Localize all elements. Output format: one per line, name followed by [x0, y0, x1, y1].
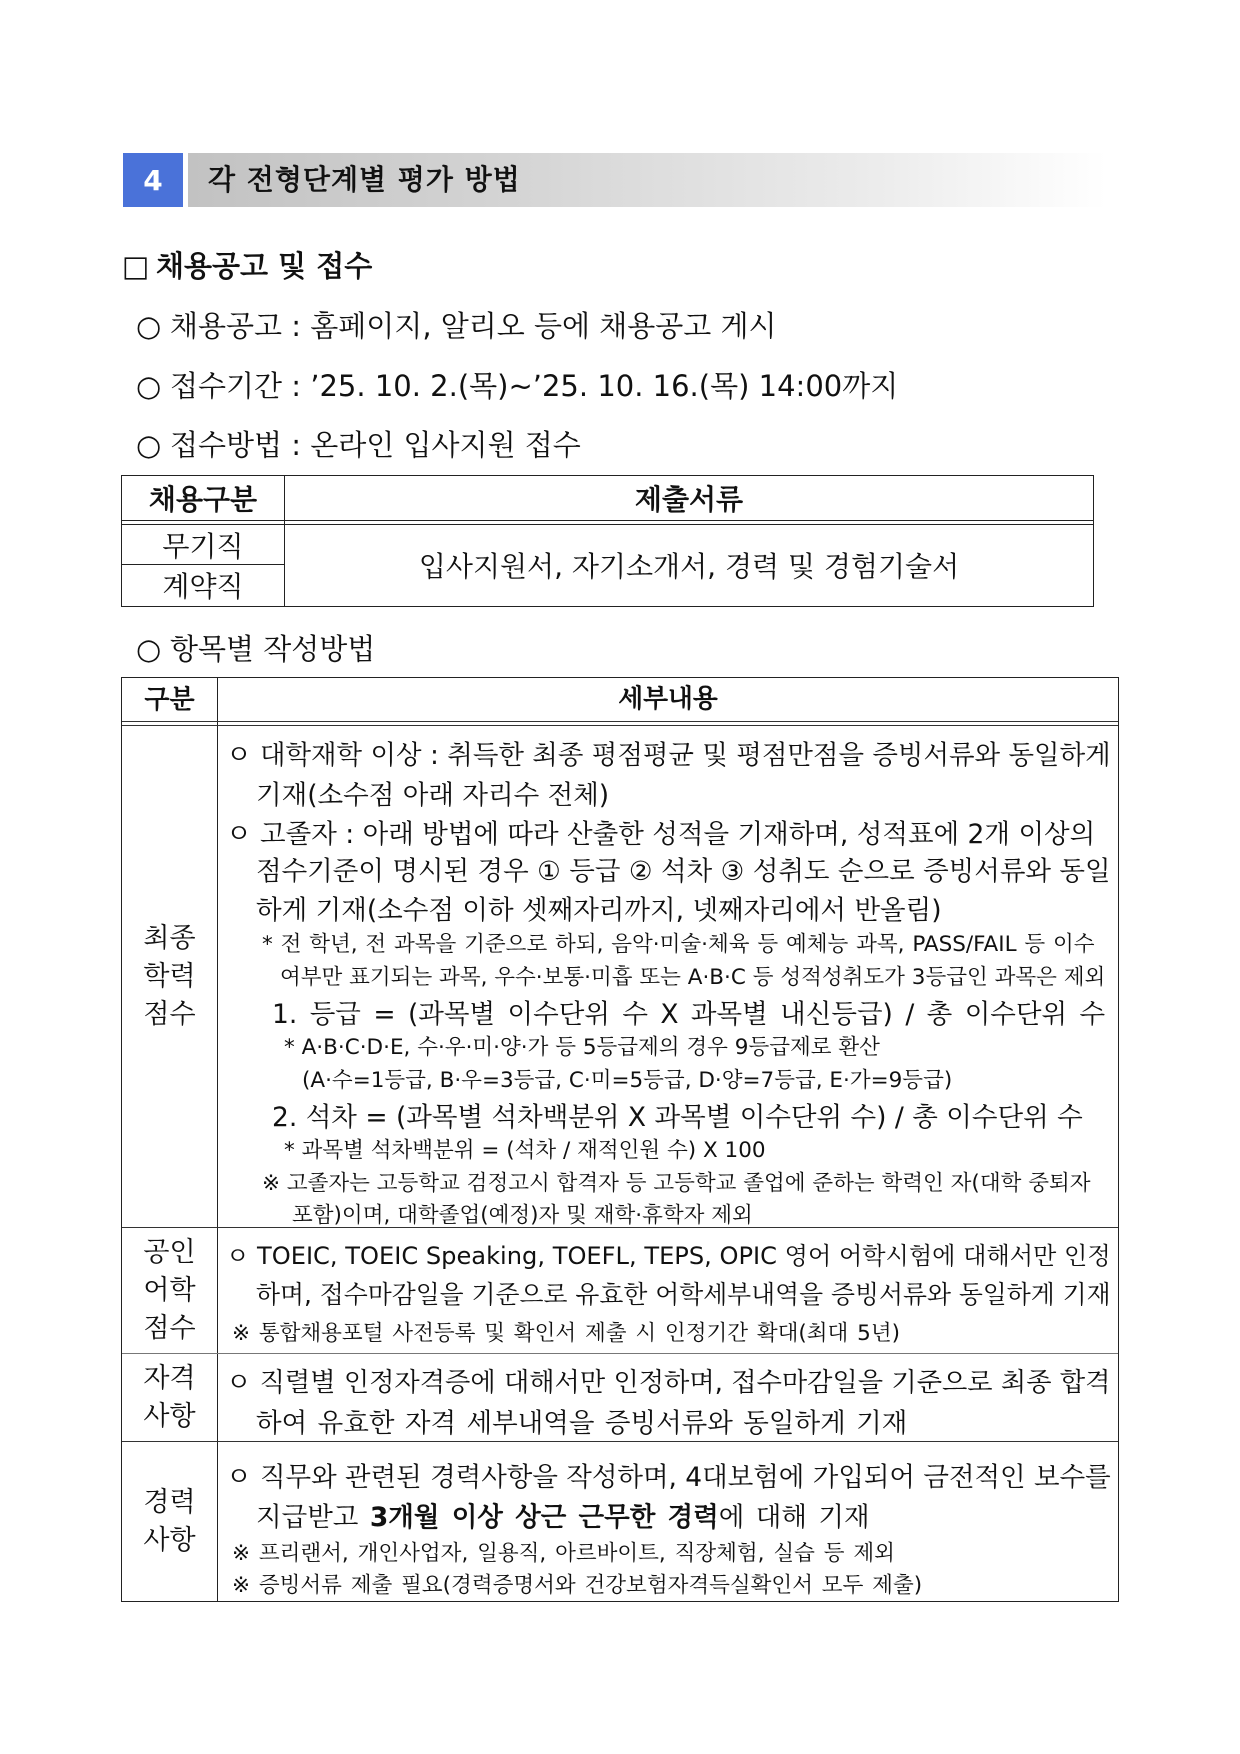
circle-bullet-icon: ○	[136, 369, 162, 403]
detail-note: ※ 고졸자는 고등학교 검정고시 합격자 등 고등학교 졸업에 준하는 학력인 자(대학 중퇴자	[262, 1171, 1091, 1196]
category-line: 최종	[143, 923, 196, 954]
category-line: 사항	[143, 1525, 196, 1556]
detail-line: 하게 기재(소수점 이하 셋째자리까지, 넷째자리에서 반올림)	[256, 895, 942, 926]
bullet-text: 항목별 작성방법	[170, 632, 376, 666]
detail-note: * 과목별 석차백분위 = (석차 / 재적인원 수) X 100	[284, 1138, 766, 1163]
category-line: 자격	[143, 1363, 196, 1394]
hiring-type-permanent: 무기직	[162, 529, 244, 563]
detail-line: 점수기준이 명시된 경우 ① 등급 ② 석차 ③ 성취도 순으로 증빙서류와 동일	[256, 856, 1111, 887]
required-documents: 입사지원서, 자기소개서, 경력 및 경험기술서	[418, 550, 960, 583]
detail-note: ※ 프리랜서, 개인사업자, 일용직, 아르바이트, 직장체험, 실습 등 제외	[232, 1541, 895, 1566]
bullet-text: 접수방법 : 온라인 입사지원 접수	[170, 428, 581, 462]
checkbox-square-icon: □	[122, 249, 150, 283]
detail-note: * A·B·C·D·E, 수·우·미·양·가 등 5등급제의 경우 9등급제로 환산	[284, 1035, 880, 1060]
detail-line: 하며, 접수마감일을 기준으로 유효한 어학세부내역을 증빙서류와 동일하게 기재	[256, 1280, 1111, 1309]
subsection-title: 채용공고 및 접수	[156, 249, 373, 283]
category-line: 사항	[143, 1401, 196, 1432]
detail-line: ㅇ TOEIC, TOEIC Speaking, TOEFL, TEPS, OPIC 영어 어학시험에 대해서만 인정	[226, 1242, 1111, 1270]
category-line: 경력	[143, 1487, 196, 1518]
detail-line: ㅇ 직렬별 인정자격증에 대해서만 인정하며, 접수마감일을 기준으로 최종 합격	[226, 1368, 1111, 1398]
section-title: 각 전형단계별 평가 방법	[208, 163, 521, 196]
bullet-text: 접수기간 : ’25. 10. 2.(목)~’25. 10. 16.(목) 14:00까지	[170, 369, 899, 403]
bullet-item	[136, 304, 777, 345]
circle-bullet-icon: ○	[136, 428, 162, 462]
category-line: 학력	[143, 961, 196, 992]
category-line: 공인	[143, 1237, 196, 1268]
formula-grade: 1. 등급 = (과목별 이수단위 수 X 과목별 내신등급) / 총 이수단위 수	[272, 999, 1106, 1030]
detail-note: 여부만 표기되는 과목, 우수·보통·미흡 또는 A·B·C 등 성적성취도가 3등급인 과목은 제외	[280, 965, 1106, 990]
category-language-score	[122, 1229, 217, 1353]
detail-line: 하여 유효한 자격 세부내역을 증빙서류와 동일하게 기재	[256, 1408, 908, 1439]
category-final-education	[122, 727, 217, 1227]
header-documents: 제출서류	[634, 483, 744, 516]
writing-method-table	[121, 677, 1119, 1602]
documents-table	[121, 475, 1094, 607]
circle-bullet-icon: ○	[136, 309, 162, 343]
category-qualification	[122, 1355, 217, 1441]
header-category: 구분	[144, 684, 195, 715]
hiring-type-contract: 계약직	[162, 570, 244, 603]
detail-line: ㅇ 고졸자 : 아래 방법에 따라 산출한 성적을 기재하며, 성적표에 2개 이상의	[226, 819, 1096, 850]
detail-note: ※ 증빙서류 제출 필요(경력증명서와 건강보험자격득실확인서 모두 제출)	[232, 1573, 923, 1598]
text-segment: 에 대해 기재	[718, 1502, 870, 1533]
bullet-item	[136, 423, 581, 464]
bullet-item	[136, 364, 898, 405]
subsection-heading	[122, 244, 372, 285]
header-hiring-type: 채용구분	[148, 483, 258, 516]
detail-note: 포함)이며, 대학졸업(예정)자 및 재학·휴학자 제외	[292, 1203, 753, 1228]
category-line: 점수	[143, 999, 196, 1030]
detail-note: * 전 학년, 전 과목을 기준으로 하되, 음악·미술·체육 등 예체능 과목, PASS/FAIL 등 이수	[262, 932, 1095, 957]
emphasized-text: 3개월 이상 상근 근무한 경력	[369, 1502, 719, 1533]
category-line: 점수	[143, 1313, 196, 1344]
detail-line: 기재(소수점 아래 자리수 전체)	[256, 780, 610, 811]
detail-note: ※ 통합채용포털 사전등록 및 확인서 제출 시 인정기간 확대(최대 5년)	[232, 1321, 900, 1346]
section-number-badge: 4	[123, 153, 183, 207]
circle-bullet-icon: ○	[136, 632, 162, 666]
formula-rank: 2. 석차 = (과목별 석차백분위 X 과목별 이수단위 수) / 총 이수단위 수	[272, 1102, 1083, 1133]
header-details: 세부내용	[618, 684, 718, 714]
bullet-text: 채용공고 : 홈페이지, 알리오 등에 채용공고 게시	[170, 309, 777, 343]
bullet-item	[136, 627, 375, 668]
text-segment: 지급받고	[256, 1502, 370, 1533]
detail-line: ㅇ 직무와 관련된 경력사항을 작성하며, 4대보험에 가입되어 금전적인 보수를	[226, 1462, 1111, 1493]
category-career	[122, 1443, 217, 1601]
detail-line	[256, 1495, 870, 1534]
category-line: 어학	[143, 1275, 196, 1306]
detail-note: (A·수=1등급, B·우=3등급, C·미=5등급, D·양=7등급, E·가=9등급)	[302, 1068, 953, 1093]
detail-line: ㅇ 대학재학 이상 : 취득한 최종 평점평균 및 평점만점을 증빙서류와 동일하게	[226, 740, 1111, 771]
